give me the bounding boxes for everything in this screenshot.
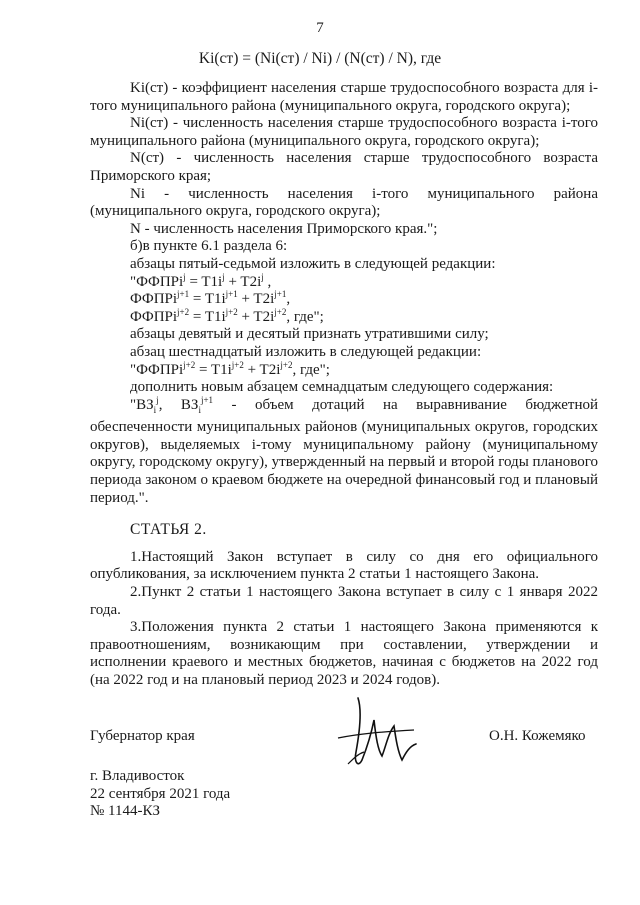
def-n-st: N(ст) - численность населения старше трудоспособного возраста Приморского края; <box>90 150 598 184</box>
def-ni: Ni - численность населения i-того муниципального района (муниципального округа, городского округа); <box>90 185 598 220</box>
def-ki: Ki(ст) - коэффициент населения старше трудоспособного возраста для i-того муниципального района (муниципального округа, городского округа); <box>90 80 598 114</box>
article-2-p3: 3.Положения пункта 2 статьи 1 настоящего Закона применяются к правоотношениям, возникающим при составлении, утверждении и исполнении краевого и местных бюджетов, начиная с бюджетов на 2022 год (на 2022 год и на плановый период 2023 и 2024 годов). <box>90 619 598 688</box>
formula-1: "ФФПРi$^j$ = $T1i^j + T2i^j$ , <box>130 271 272 290</box>
place-date-number <box>90 768 230 821</box>
article-2-p1: 1.Настоящий Закон вступает в силу со дня его официального опубликования, за исключением пункта 2 статьи 1 настоящего Закона. <box>90 548 598 583</box>
formula-main: Ki(ст) = (Ni(ст) / Ni) / (N(ст) / N), где <box>198 50 442 67</box>
para-17: дополнить новым абзацем семнадцатым следующего содержания: <box>130 379 554 396</box>
para-16: абзац шестнадцатый изложить в следующей редакции: <box>130 343 482 360</box>
formula-4: "ФФПРi$^{j+2}$ = $T1i^{j+2} + T2i^{j+2}$, где"; <box>130 359 330 378</box>
def-ni-st: Ni(ст) - численность населения старше трудоспособного возраста i-того муниципального района (муниципального округа, городского округа); <box>90 115 598 149</box>
law-number: № 1144-КЗ <box>90 803 161 819</box>
handwritten-signature <box>318 690 438 780</box>
article-2-title: СТАТЬЯ 2. <box>130 521 207 539</box>
formula-3: ФФПРi$^{j+2}$ = $T1i^{j+2} + T2i^{j+2}$, где"; <box>130 306 324 325</box>
vz-definition: "$ВЗ_i^j$, $ВЗ_i^{j+1}$ - объем дотаций на выравнивание бюджетной обеспеченности муниципальных районов (муниципальных округов, городских округов), выделяемых i-тому муниципальному району (муниципальному округу, городскому округу), утвержденный на первый и второй годы планового периода законом о краевом бюджете на очередной финансовый год и плановый период.". <box>90 394 598 506</box>
date: 22 сентября 2021 года <box>90 785 231 802</box>
city: г. Владивосток <box>90 768 185 784</box>
signatory-name: О.Н. Кожемяко <box>489 728 586 744</box>
article-2-p2: 2.Пункт 2 статьи 1 настоящего Закона вступает в силу с 1 января 2022 года. <box>90 584 598 618</box>
para-5-7: абзацы пятый-седьмой изложить в следующей редакции: <box>130 255 496 272</box>
formula-2: ФФПРi$^{j+1}$ = $T1i^{j+1} + T2i^{j+1}$, <box>130 289 291 308</box>
para-9-10: абзацы девятый и десятый признать утратившими силу; <box>130 326 489 343</box>
page-number: 7 <box>316 20 324 36</box>
def-n: N - численность населения Приморского края."; <box>130 220 438 237</box>
signatory-position: Губернатор края <box>90 728 195 744</box>
document-body <box>90 80 598 690</box>
point-b: б)в пункте 6.1 раздела 6: <box>130 238 288 255</box>
